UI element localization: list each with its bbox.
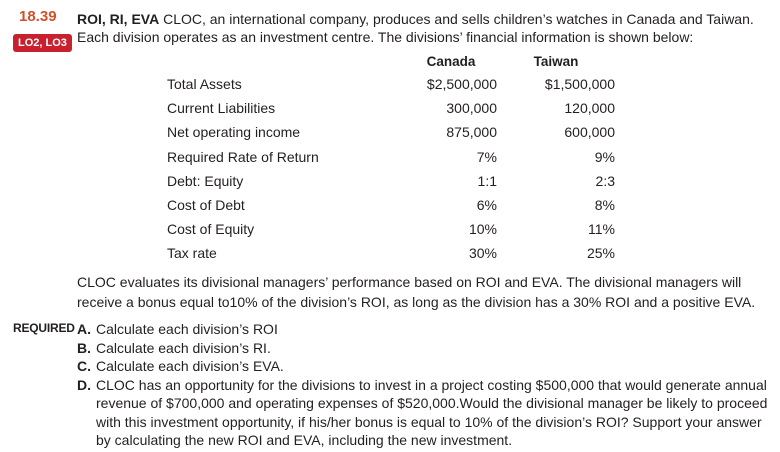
row-label: Cost of Debt	[167, 197, 245, 214]
item-text: Calculate each division’s RI.	[96, 339, 271, 356]
table-row	[167, 169, 615, 193]
table-row	[167, 145, 615, 169]
canada-value: 6%	[476, 197, 497, 214]
table-row	[167, 193, 615, 217]
header-blank	[167, 50, 405, 72]
canada-value: 10%	[468, 221, 497, 238]
problem-intro	[77, 10, 771, 46]
item-letter: D.	[77, 376, 91, 393]
header-taiwan: Taiwan	[533, 53, 579, 69]
item-letter: B.	[77, 339, 91, 356]
canada-value: $2,500,000	[426, 76, 497, 93]
row-label: Current Liabilities	[167, 100, 276, 117]
required-label: REQUIRED	[13, 321, 75, 335]
taiwan-value: 25%	[586, 245, 615, 262]
evaluation-paragraph: CLOC evaluates its divisional managers’ performance based on ROI and EVA. The divisional managers will receive a bonus equal to10% of the division’s ROI, as long as the division has a 30% ROI and a positive EVA.	[77, 274, 756, 310]
taiwan-value: 8%	[594, 197, 615, 214]
item-letter: C.	[77, 358, 91, 374]
list-item	[77, 357, 771, 376]
table-header-row	[167, 50, 615, 72]
item-letter: A.	[77, 321, 91, 337]
row-label: Debt: Equity	[167, 172, 244, 189]
row-label: Total Assets	[167, 76, 242, 93]
row-label: Net operating income	[167, 124, 301, 141]
taiwan-value: 120,000	[564, 100, 615, 117]
row-label: Cost of Equity	[167, 221, 255, 238]
canada-value: 1:1	[477, 172, 497, 189]
item-text: Calculate each division’s ROI	[96, 321, 278, 337]
learning-objective-badge: LO2, LO3	[13, 34, 72, 52]
table-row	[167, 241, 615, 265]
table-row	[167, 217, 615, 241]
taiwan-value: 9%	[594, 148, 615, 165]
problem-title: ROI, RI, EVA	[77, 11, 160, 27]
table-row	[167, 72, 615, 96]
canada-value: 875,000	[446, 124, 497, 141]
item-text: Calculate each division’s EVA.	[96, 358, 284, 374]
table-row	[167, 96, 615, 120]
taiwan-value: 11%	[588, 221, 615, 238]
required-list	[77, 320, 771, 450]
list-item	[77, 376, 771, 450]
financial-info-table	[167, 50, 615, 266]
list-item	[77, 320, 771, 339]
problem-intro-text: CLOC, an international company, produces and sells children’s watches in Canada and Taiwan. Each division operates as an investment centre. The divisions’ financial information is shown below:	[77, 11, 754, 45]
canada-value: 30%	[468, 245, 497, 262]
table-row	[167, 120, 615, 144]
row-label: Required Rate of Return	[167, 148, 319, 165]
item-text: CLOC has an opportunity for the divisions to invest in a project costing $500,000 that would generate annual revenue of $700,000 and operating expenses of $520,000.Would the divisional manager be likely to proceed with this investment opportunity, if his/her bonus is equal to 10% of the division’s ROI? Support your answer by calculating the new ROI and EVA, including the new investment.	[96, 376, 768, 448]
problem-number: 18.39	[19, 8, 57, 25]
list-item	[77, 339, 771, 358]
taiwan-value: $1,500,000	[544, 76, 615, 93]
taiwan-value: 2:3	[595, 172, 615, 189]
canada-value: 7%	[476, 148, 497, 165]
canada-value: 300,000	[446, 100, 497, 117]
header-canada: Canada	[426, 53, 476, 69]
row-label: Tax rate	[167, 245, 217, 262]
taiwan-value: 600,000	[564, 124, 615, 141]
